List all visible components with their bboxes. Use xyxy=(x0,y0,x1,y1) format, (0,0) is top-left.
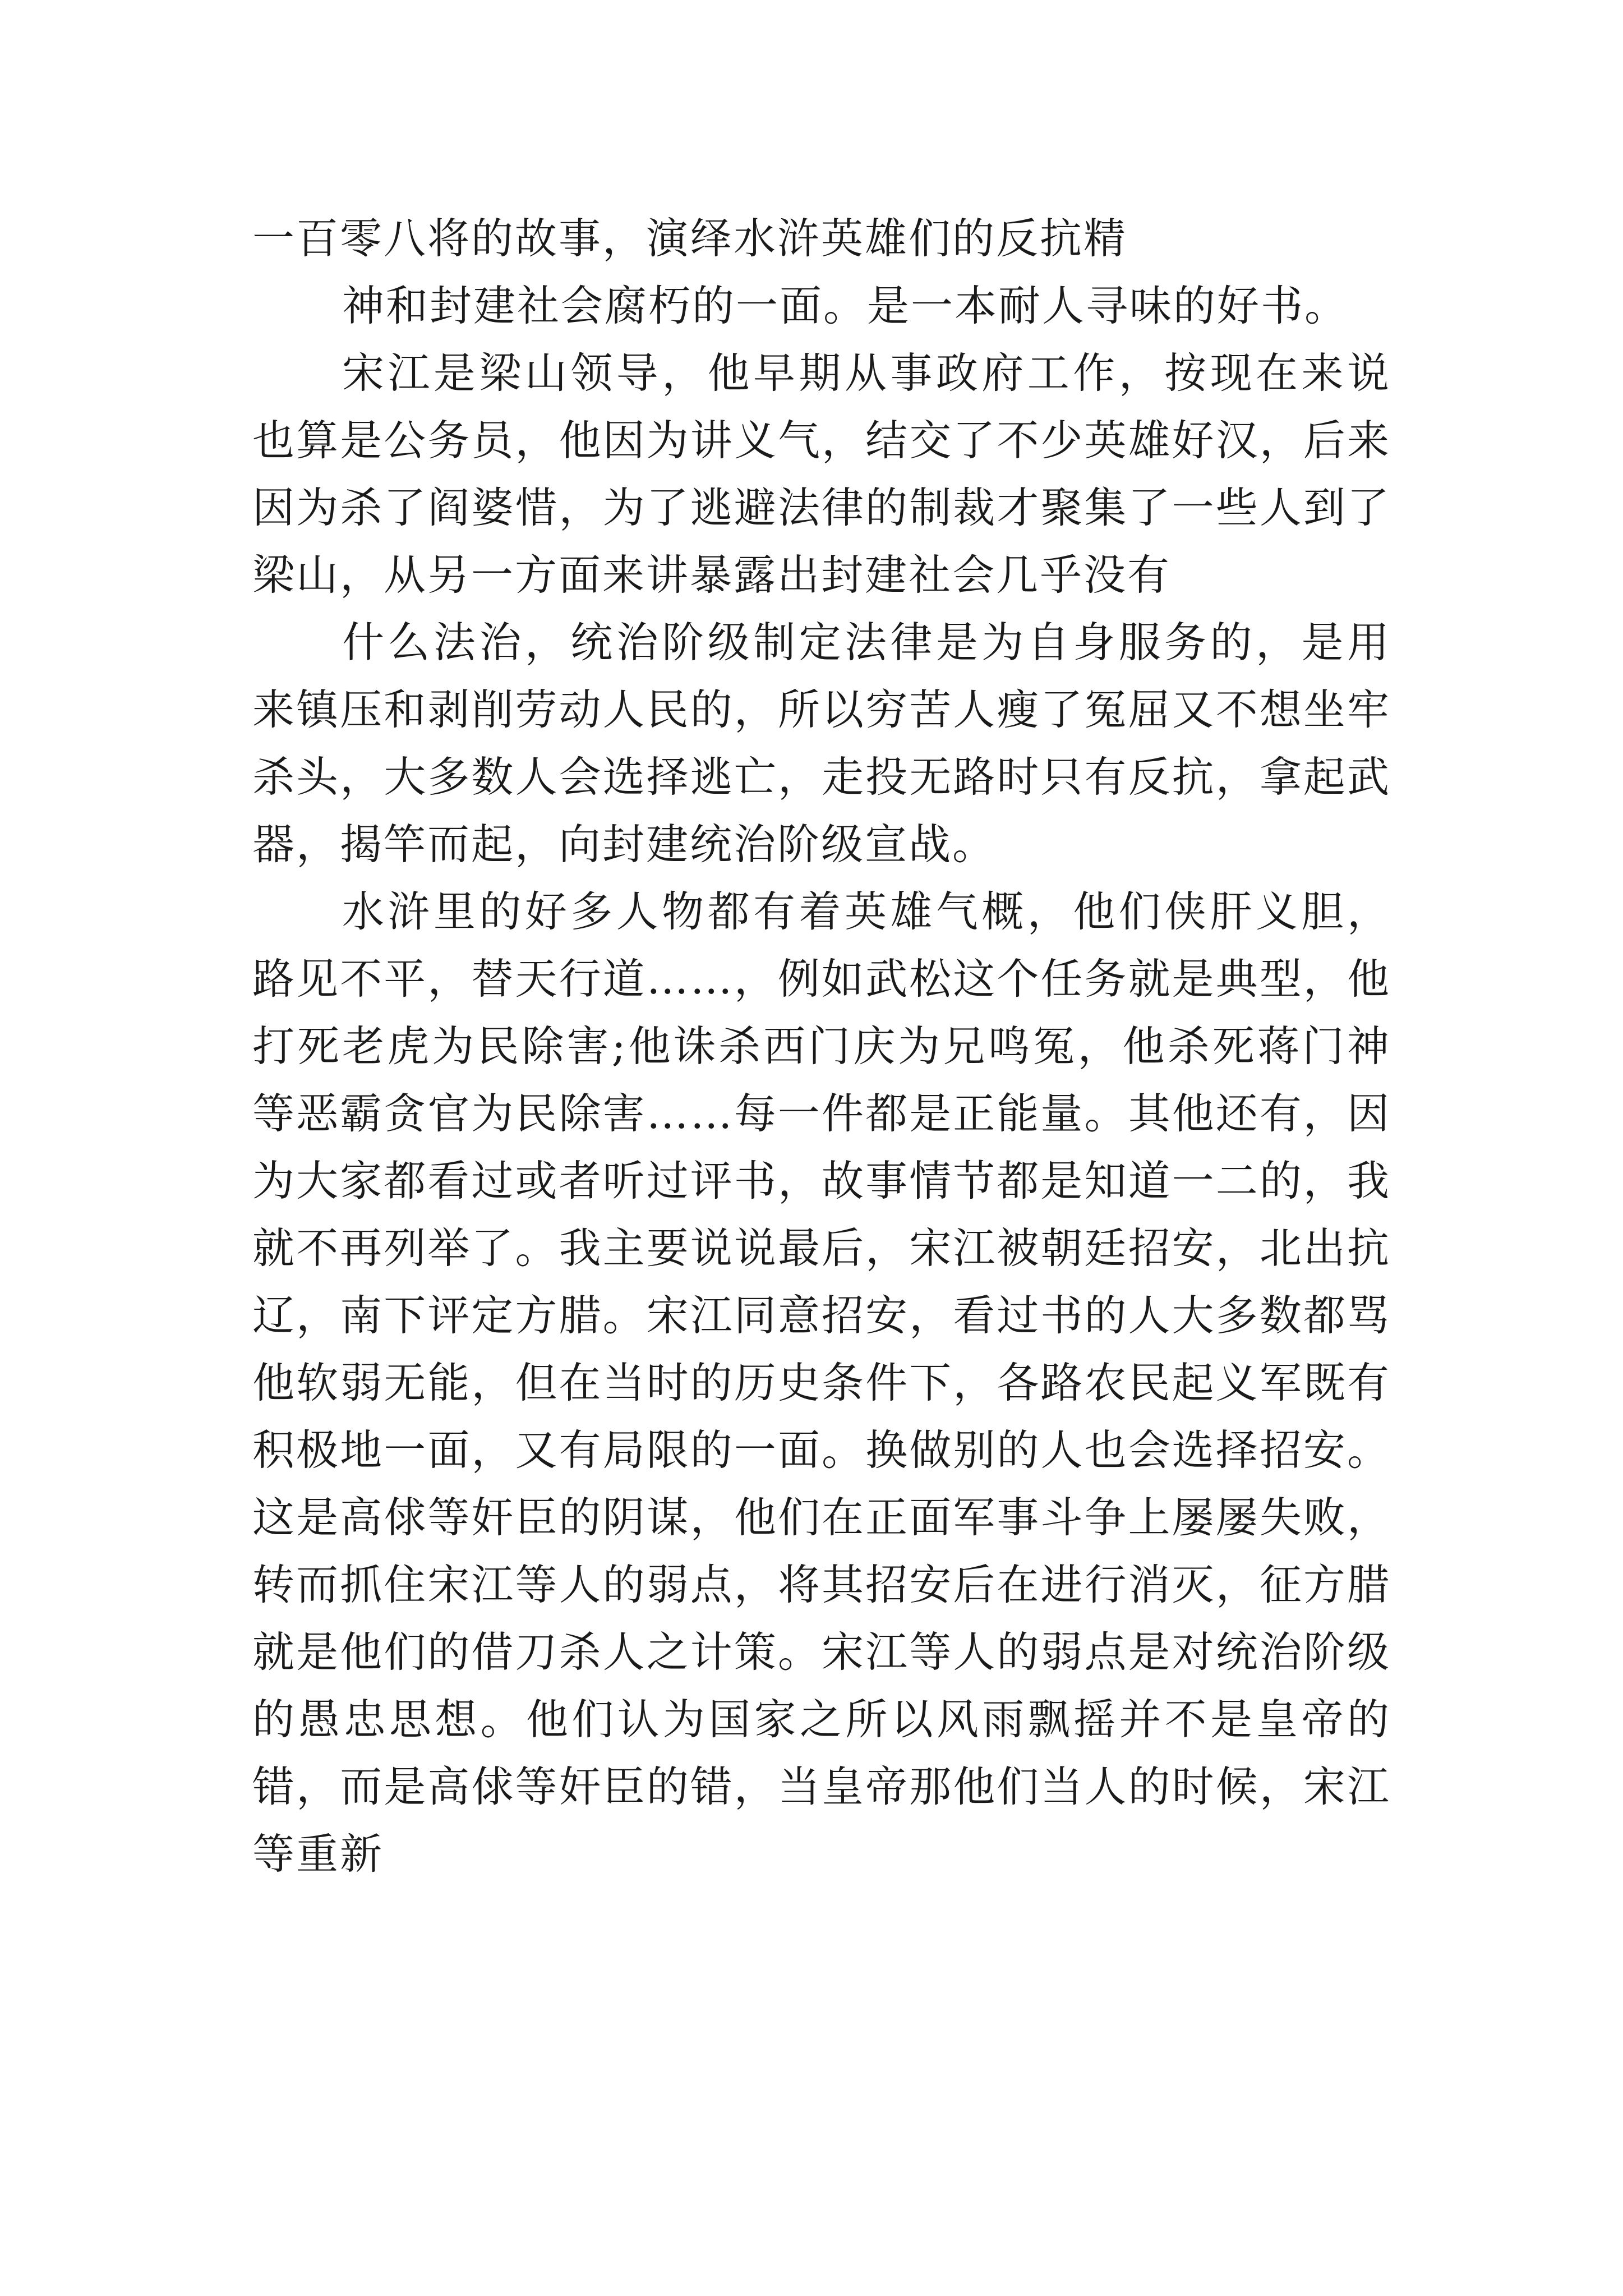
paragraph-1: 一百零八将的故事，演绎水浒英雄们的反抗精 xyxy=(252,214,1128,263)
body-text xyxy=(252,205,1391,1888)
paragraph-2: 神和封建社会腐朽的一面。是一本耐人寻味的好书。 xyxy=(342,281,1349,330)
paragraph-3: 宋江是梁山领导，他早期从事政府工作，按现在来说也算是公务员，他因为讲义气，结交了不少英雄好汉，后来因为杀了阎婆惜，为了逃避法律的制裁才聚集了一些人到了梁山，从另一方面来讲暴露出封建社会几乎没有 xyxy=(252,348,1391,600)
paragraph-4: 什么法治，统治阶级制定法律是为自身服务的，是用来镇压和剥削劳动人民的，所以穷苦人瘦了冤屈又不想坐牢杀头，大多数人会选择逃亡，走投无路时只有反抗，拿起武器，揭竿而起，向封建统治阶级宣战。 xyxy=(252,618,1391,869)
paragraph-5: 水浒里的好多人物都有着英雄气概，他们侠肝义胆，路见不平，替天行道……，例如武松这个任务就是典型，他打死老虎为民除害;他诛杀西门庆为兄鸣冤，他杀死蒋门神等恶霸贪官为民除害……每一件都是正能量。其他还有，因为大家都看过或者听过评书，故事情节都是知道一二的，我就不再列举了。我主要说说最后，宋江被朝廷招安，北出抗辽，南下评定方腊。宋江同意招安，看过书的人大多数都骂他软弱无能，但在当时的历史条件下，各路农民起义军既有积极地一面，又有局限的一面。换做别的人也会选择招安。这是高俅等奸臣的阴谋，他们在正面军事斗争上屡屡失败，转而抓住宋江等人的弱点，将其招安后在进行消灭，征方腊就是他们的借刀杀人之计策。宋江等人的弱点是对统治阶级的愚忠思想。他们认为国家之所以风雨飘摇并不是皇帝的错，而是高俅等奸臣的错，当皇帝那他们当人的时候，宋江等重新 xyxy=(252,887,1391,1879)
